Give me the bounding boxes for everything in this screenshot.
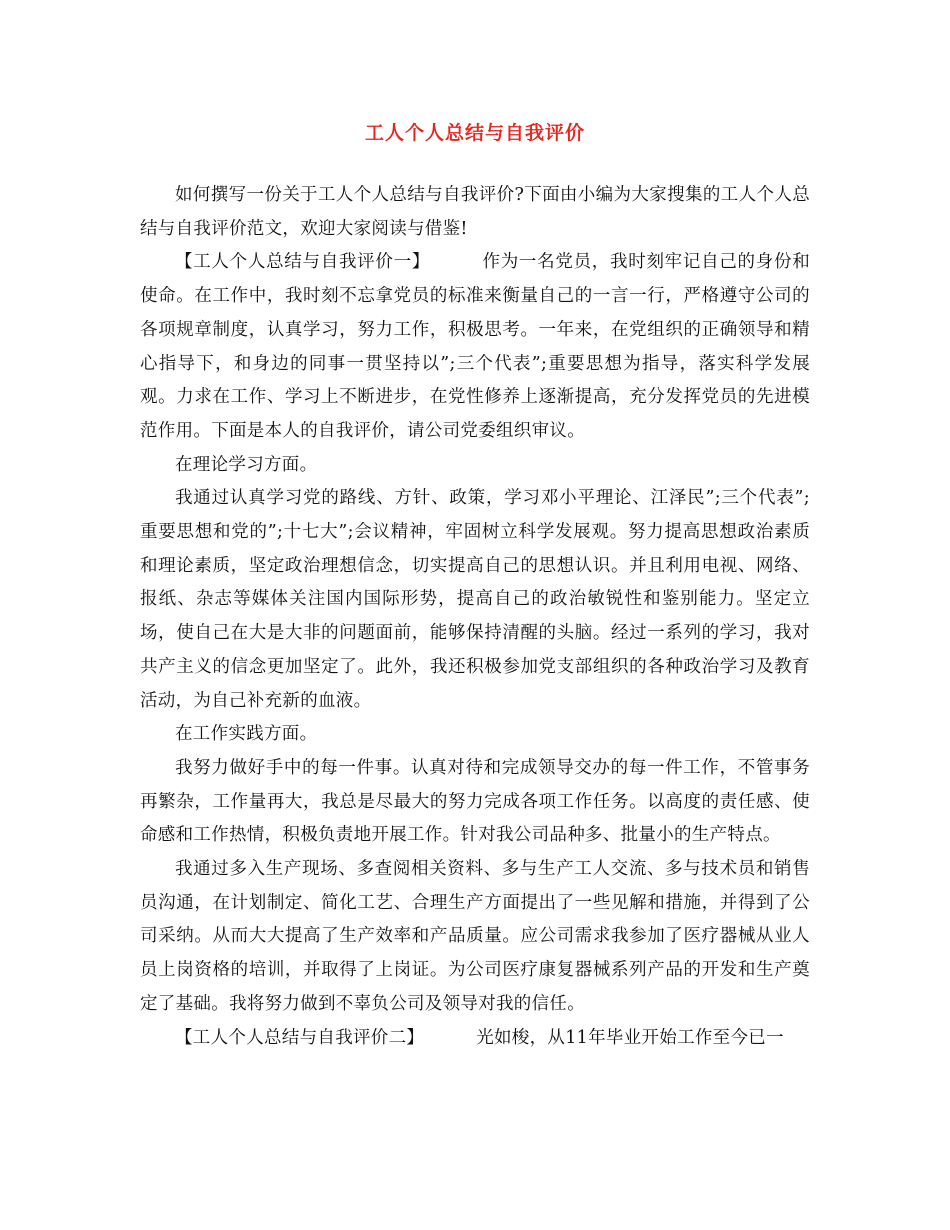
intro-paragraph: 如何撰写一份关于工人个人总结与自我评价?下面由小编为大家搜集的工人个人总结与自我评价范文，欢迎大家阅读与借鉴! — [140, 185, 810, 239]
section-one-paragraph — [140, 246, 810, 448]
section-one-heading: 【工人个人总结与自我评价一】 — [175, 252, 431, 273]
practice-heading: 在工作实践方面。 — [175, 724, 318, 745]
practice-paragraph-two: 我通过多入生产现场、多查阅相关资料、多与生产工人交流、多与技术员和销售员沟通，在计划制定、简化工艺、合理生产方面提出了一些见解和措施，并得到了公司采纳。从而大大提高了生产效率和产品质量。应公司需求我参加了医疗器械从业人员上岗资格的培训，并取得了上岗证。为公司医疗康复器械系列产品的开发和生产奠定了基础。我将努力做到不辜负公司及领导对我的信任。 — [140, 859, 810, 1014]
section-two-text: 光如梭，从11年毕业开始工作至今已一 — [476, 1027, 784, 1048]
section-two-paragraph — [140, 1022, 810, 1056]
theory-heading: 在理论学习方面。 — [175, 454, 318, 475]
section-one-text: 作为一名党员，我时刻牢记自己的身份和使命。在工作中，我时刻不忘拿党员的标准来衡量自己的一言一行，严格遵守公司的各项规章制度，认真学习，努力工作，积极思考。一年来，在党组织的正确领导和精心指导下，和身边的同事一贯坚持以”;三个代表”;重要思想为指导，落实科学发展观。力求在工作、学习上不断进步，在党性修养上逐渐提高，充分发挥党员的先进模范作用。下面是本人的自我评价，请公司党委组织审议。 — [140, 252, 810, 441]
practice-paragraph-one: 我努力做好手中的每一件事。认真对待和完成领导交办的每一件工作，不管事务再繁杂，工作量再大，我总是尽最大的努力完成各项工作任务。以高度的责任感、使命感和工作热情，积极负责地开展工作。针对我公司品种多、批量小的生产特点。 — [140, 757, 810, 846]
page-title: 工人个人总结与自我评价 — [364, 122, 585, 144]
theory-paragraph: 我通过认真学习党的路线、方针、政策，学习邓小平理论、江泽民”;三个代表”;重要思想和党的”;十七大”;会议精神，牢固树立科学发展观。努力提高思想政治素质和理论素质，坚定政治理想信念，切实提高自己的思想认识。并且利用电视、网络、报纸、杂志等媒体关注国内国际形势，提高自己的政治敏锐性和鉴别能力。坚定立场，使自己在大是大非的问题面前，能够保持清醒的头脑。经过一系列的学习，我对共产主义的信念更加坚定了。此外，我还积极参加党支部组织的各种政治学习及教育活动，为自己补充新的血液。 — [140, 488, 810, 711]
section-two-heading: 【工人个人总结与自我评价二】 — [175, 1027, 425, 1048]
